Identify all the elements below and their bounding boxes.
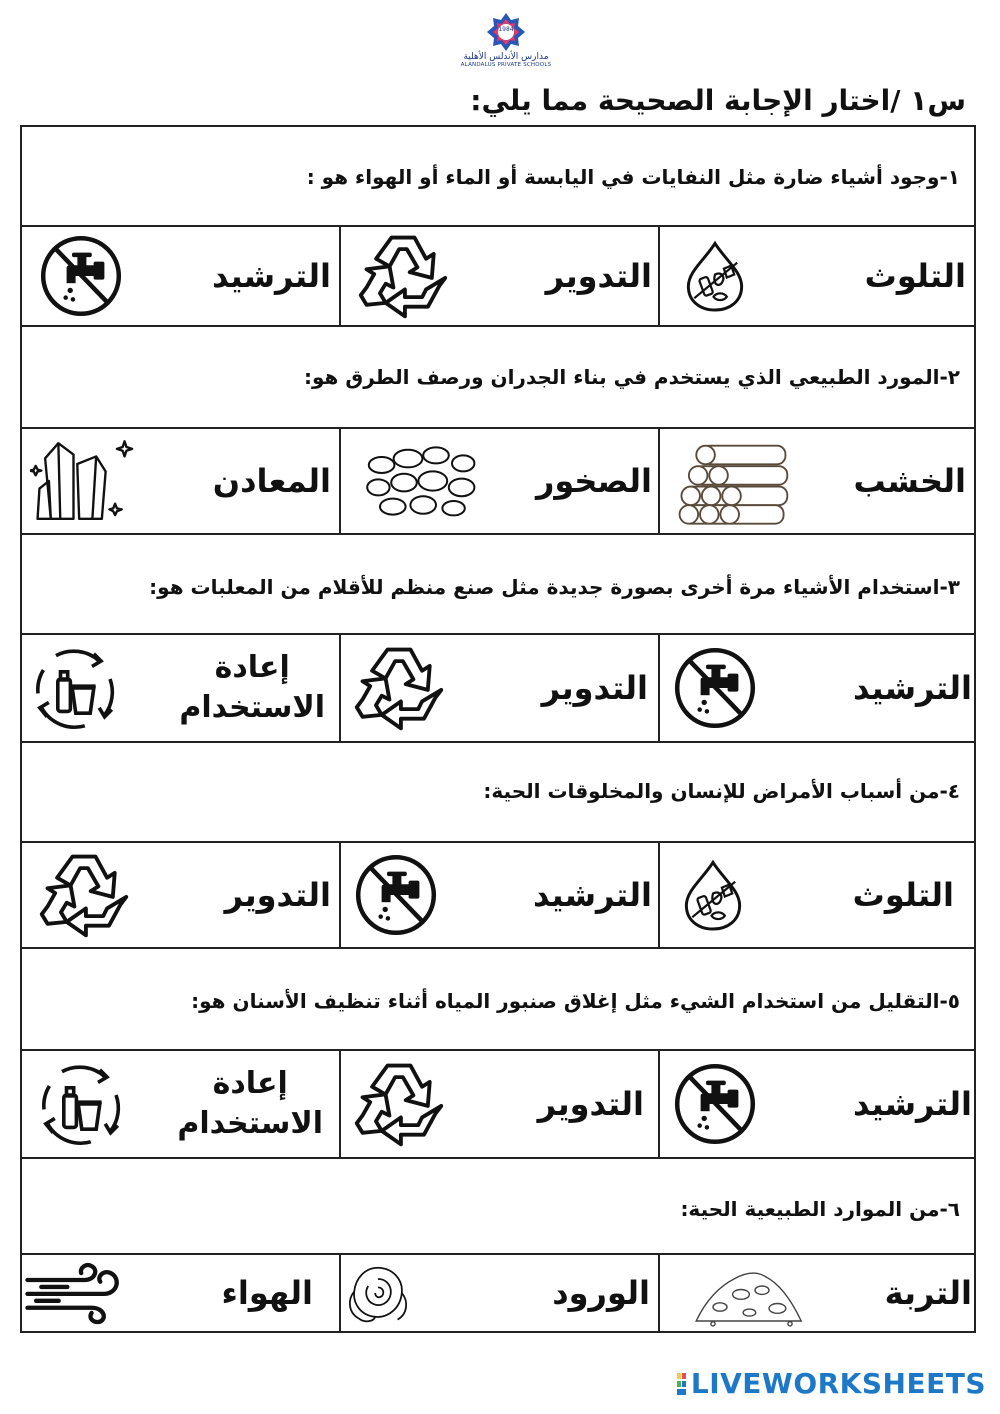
option-6-2[interactable] (341, 1255, 660, 1331)
option-6-1[interactable] (660, 1255, 974, 1331)
question-row-2 (22, 327, 974, 429)
page-title: س١ /اختار الإجابة الصحيحة مما يلي: (470, 84, 966, 117)
wood-logs-icon (674, 433, 804, 529)
no-tap-icon (36, 231, 126, 321)
question-row-3 (22, 535, 974, 635)
option-label: التلوث (864, 257, 966, 295)
option-3-1[interactable] (660, 635, 974, 741)
option-label: الترشيد (853, 669, 972, 707)
question-6-text: ٦-من الموارد الطبيعية الحية: (680, 1197, 960, 1221)
option-5-1[interactable] (660, 1051, 974, 1157)
soil-icon (668, 1258, 828, 1328)
no-tap-icon (351, 850, 441, 940)
option-6-3[interactable] (22, 1255, 341, 1331)
option-label: التلوث (852, 876, 954, 914)
option-label: التدوير (545, 257, 652, 295)
option-4-2[interactable] (341, 843, 660, 947)
option-5-2[interactable] (341, 1051, 660, 1157)
crystals-icon (30, 433, 134, 529)
recycle-icon (347, 1056, 451, 1152)
option-2-3[interactable] (22, 429, 341, 533)
option-1-3[interactable] (22, 227, 341, 325)
option-label: الصخور (535, 462, 652, 500)
option-1-2[interactable] (341, 227, 660, 325)
option-label-line-1: إعادة (212, 1066, 288, 1101)
option-label: الترشيد (212, 257, 331, 295)
option-2-2[interactable] (341, 429, 660, 533)
option-label: الخشب (853, 462, 966, 500)
question-row-4 (22, 743, 974, 843)
option-3-3[interactable] (22, 635, 341, 741)
option-1-1[interactable] (660, 227, 974, 325)
liveworksheets-logo-icon (677, 1373, 687, 1395)
rose-icon (343, 1258, 413, 1328)
recycle-icon (351, 228, 455, 324)
option-label: الترشيد (853, 1085, 972, 1123)
option-label-line-2: الاستخدام (179, 690, 325, 725)
option-label: الترشيد (533, 876, 652, 914)
pollution-drop-icon (676, 858, 750, 932)
reuse-icon (32, 1059, 128, 1149)
option-4-3[interactable] (22, 843, 341, 947)
option-label-line-1: إعادة (214, 650, 290, 685)
liveworksheets-wordmark: LIVEWORKSHEETS (690, 1367, 986, 1400)
no-tap-icon (670, 643, 760, 733)
logo-name-en: ALANDALUS PRIVATE SCHOOLS (460, 62, 552, 68)
option-label: التدوير (224, 876, 331, 914)
option-3-2[interactable] (341, 635, 660, 741)
option-label (179, 648, 325, 728)
recycle-icon (32, 847, 136, 943)
option-label-line-2: الاستخدام (177, 1106, 323, 1141)
option-2-1[interactable] (660, 429, 974, 533)
option-label: التربة (884, 1274, 972, 1312)
question-row-6 (22, 1159, 974, 1255)
reuse-icon (26, 643, 122, 733)
liveworksheets-brand (677, 1367, 986, 1400)
question-row-1 (22, 127, 974, 227)
question-2-text: ٢-المورد الطبيعي الذي يستخدم في بناء الجدران ورصف الطرق هو: (303, 365, 960, 389)
question-1-text: ١-وجود أشياء ضارة مثل النفايات في اليابسة أو الماء أو الهواء هو : (306, 165, 960, 189)
option-label: الورود (552, 1274, 650, 1312)
pollution-drop-icon (678, 239, 752, 313)
option-label: التدوير (541, 669, 648, 707)
answer-row-5 (22, 1051, 974, 1159)
question-3-text: ٣-استخدام الأشياء مرة أخرى بصورة جديدة مثل صنع منظم للأقلام من المعلبات هو: (149, 575, 960, 599)
option-label: الهواء (221, 1274, 313, 1312)
recycle-icon (347, 640, 451, 736)
logo-year: 1984 (498, 26, 514, 33)
question-5-text: ٥-التقليل من استخدام الشيء مثل إغلاق صنبور المياه أثناء تنظيف الأسنان هو: (191, 989, 960, 1013)
option-label: التدوير (537, 1085, 644, 1123)
option-label: المعادن (212, 462, 331, 500)
question-row-5 (22, 949, 974, 1051)
answer-row-4 (22, 843, 974, 949)
no-tap-icon (670, 1059, 760, 1149)
option-5-3[interactable] (22, 1051, 341, 1157)
logo-name-ar: مدارس الأندلس الأهلية (463, 52, 549, 62)
option-4-1[interactable] (660, 843, 974, 947)
question-4-text: ٤-من أسباب الأمراض للإنسان والمخلوقات الحية: (483, 779, 960, 803)
answer-row-1 (22, 227, 974, 327)
school-logo (456, 12, 556, 82)
answer-row-6 (22, 1255, 974, 1331)
answer-row-3 (22, 635, 974, 743)
rocks-icon (349, 441, 499, 521)
wind-icon (24, 1260, 128, 1326)
option-label (177, 1064, 323, 1144)
worksheet-table (20, 125, 976, 1333)
answer-row-2 (22, 429, 974, 535)
